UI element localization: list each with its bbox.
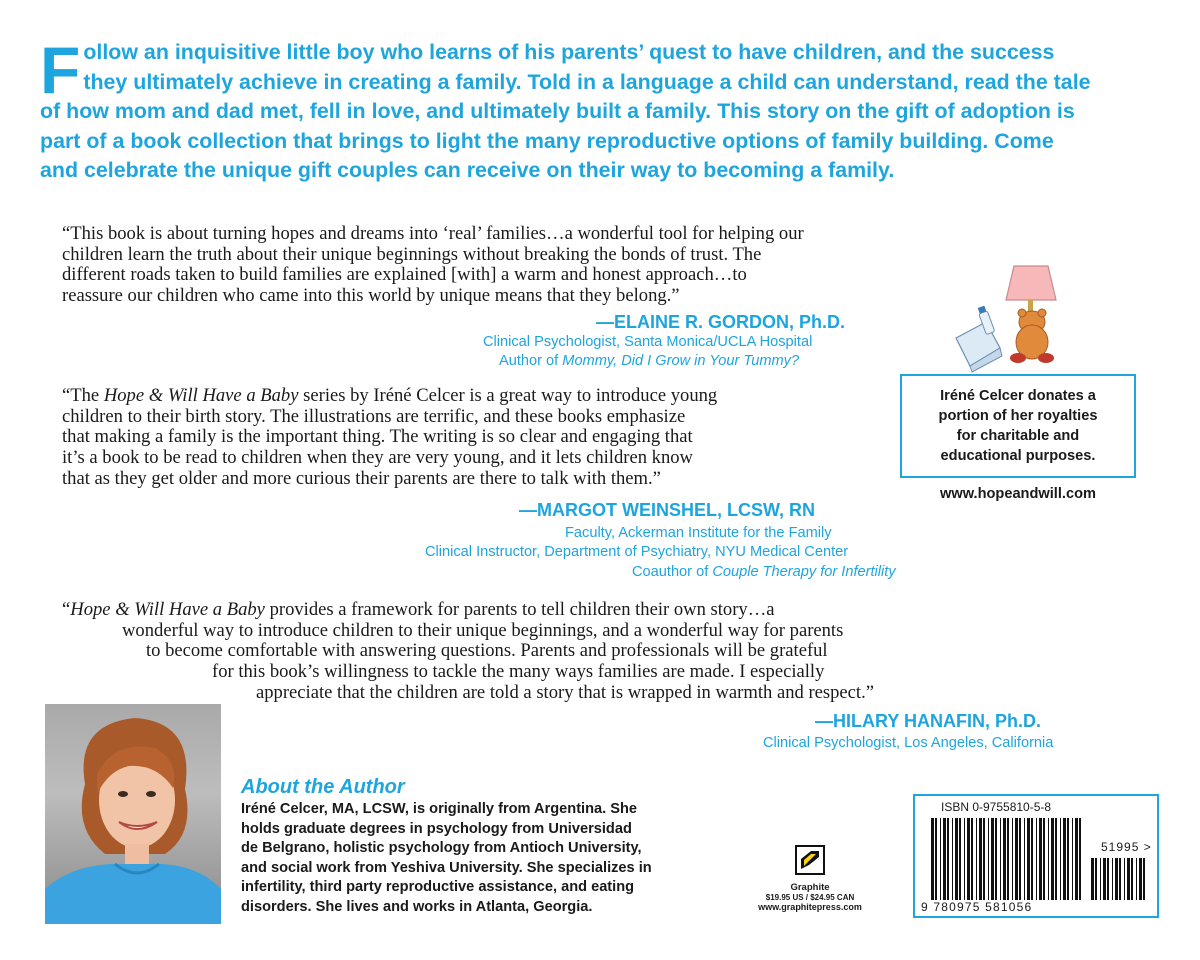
publisher-block — [730, 845, 890, 912]
bio-line: holds graduate degrees in psychology from Universidad — [241, 820, 632, 837]
attribution-title: Clinical Instructor, Department of Psychiatry, NYU Medical Center — [425, 544, 849, 560]
barcode-bar — [1136, 858, 1137, 900]
ean-barcode — [931, 818, 1083, 900]
barcode-bar — [1003, 818, 1006, 900]
quote-line: to become comfortable with answering questions. Parents and professionals will be grateful — [146, 640, 828, 662]
graphite-logo-icon — [795, 845, 825, 875]
blurb-line: they ultimately achieve in creating a family. Told in a language a child can understand, read the tale — [83, 69, 1091, 94]
barcode-bar — [1115, 858, 1118, 900]
barcode-bar — [995, 818, 997, 900]
barcode-bar — [1127, 858, 1130, 900]
barcode-bar — [991, 818, 994, 900]
bio-line: Iréné Celcer, MA, LCSW, is originally from Argentina. She — [241, 801, 638, 817]
barcode-bar — [1012, 818, 1013, 900]
barcode-bar — [1119, 858, 1121, 900]
barcode-bar — [1143, 858, 1145, 900]
quote-line: children learn the truth about their unique beginnings without breaking the bonds of trust. The — [62, 243, 762, 265]
barcode-bar — [1060, 818, 1061, 900]
quote-line: appreciate that the children are told a story that is wrapped in warmth and respect.” — [256, 681, 874, 703]
charity-line: educational purposes. — [940, 448, 1096, 464]
publisher-name: Graphite — [790, 882, 830, 893]
barcode-bar — [1019, 818, 1021, 900]
quote-line: reassure our children who came into this world by unique means that they belong.” — [62, 285, 680, 307]
quote-line: “This book is about turning hopes and dreams into ‘real’ families…a wonderful tool for helping our — [62, 223, 804, 244]
quote-line: different roads taken to build families are explained [with] a warm and honest approach…to — [62, 264, 747, 286]
barcode-bar — [1079, 818, 1081, 900]
attribution-book: Author of Mommy, Did I Grow in Your Tummy? — [499, 353, 800, 369]
barcode-bar — [1112, 858, 1113, 900]
barcode-bar — [1007, 818, 1009, 900]
author-photo — [45, 704, 221, 924]
quote-line: that making a family is the important thing. The writing is so clear and engaging that — [62, 426, 693, 448]
barcode-bar — [1039, 818, 1042, 900]
barcode-bar — [964, 818, 965, 900]
charity-line: Iréné Celcer donates a — [940, 388, 1096, 404]
quote-line: that as they get older and more curious their parents are there to talk with them.” — [62, 467, 661, 489]
back-cover-blurb — [40, 33, 1175, 186]
blurb-line: and celebrate the unique gift couples can receive on their way to becoming a family. — [40, 158, 895, 182]
barcode-bar — [940, 818, 941, 900]
barcode-bar — [1107, 858, 1109, 900]
barcode-bar — [1103, 858, 1106, 900]
barcode-bar — [976, 818, 977, 900]
barcode-bar — [1015, 818, 1018, 900]
barcode-bar — [952, 818, 953, 900]
barcode-bar — [1131, 858, 1133, 900]
charity-notice-box — [900, 374, 1136, 478]
ean-number-text: 9 780975 581056 — [921, 900, 1033, 914]
barcode-bar — [1095, 858, 1097, 900]
barcode-bar — [1043, 818, 1045, 900]
barcode-bar — [1072, 818, 1073, 900]
barcode-bar — [988, 818, 989, 900]
price-text: $19.95 US / $24.95 CAN — [765, 893, 855, 902]
blurb-line: of how mom and dad met, fell in love, and ultimately built a family. This story on the gift of adoption is — [40, 99, 1075, 123]
charity-line: for charitable and — [956, 428, 1080, 444]
blurb-line: part of a book collection that brings to light the many reproductive options of family building. Come — [40, 128, 1054, 153]
quote-line: it’s a book to be read to children when they are very young, and it lets children know — [62, 447, 693, 469]
about-author-bio — [241, 800, 711, 917]
attribution-title: Clinical Psychologist, Los Angeles, California — [763, 735, 1054, 751]
bio-line: infertility, third party reproductive assistance, and eating — [241, 879, 635, 895]
website-link[interactable]: www.hopeandwill.com — [940, 486, 1096, 502]
barcode-bar — [947, 818, 949, 900]
lamp-teddy-illustration — [948, 262, 1074, 374]
isbn-text: ISBN 0-9755810-5-8 — [941, 800, 1052, 814]
barcode-bar — [1067, 818, 1069, 900]
barcode-bar — [1031, 818, 1033, 900]
barcode-bar — [1000, 818, 1001, 900]
bio-line: disorders. She lives and works in Atlanta, Georgia. — [241, 898, 593, 915]
testimonial-gordon — [62, 224, 804, 307]
quote-line: “The Hope & Will Have a Baby series by Iréné Celcer is a great way to introduce young — [62, 385, 718, 406]
blurb-line: ollow an inquisitive little boy who learns of his parents’ quest to have children, and the success — [83, 40, 1055, 64]
quote-line: wonderful way to introduce children to their unique beginnings, and a wonderful way for parents — [122, 619, 844, 641]
testimonial-weinshel — [62, 386, 717, 490]
bio-line: de Belgrano, holistic psychology from Antioch University, — [241, 840, 642, 856]
quote-line: children to their birth story. The illustrations are terrific, and these books emphasize — [62, 405, 686, 427]
about-author-heading: About the Author — [241, 776, 405, 798]
drop-cap: F — [40, 33, 81, 107]
barcode-bar — [1100, 858, 1101, 900]
barcode-box — [913, 794, 1159, 918]
attribution-title: Faculty, Ackerman Institute for the Family — [565, 525, 832, 541]
barcode-bar — [979, 818, 982, 900]
attribution-name: —HILARY HANAFIN, Ph.D. — [815, 711, 1042, 731]
barcode-bar — [931, 818, 934, 900]
attribution-book: Coauthor of Couple Therapy for Infertility — [632, 564, 896, 580]
publisher-url[interactable]: www.graphitepress.com — [758, 902, 862, 912]
bio-line: and social work from Yeshiva University. She specializes in — [241, 859, 652, 876]
barcode-bar — [1124, 858, 1125, 900]
barcode-bar — [955, 818, 958, 900]
author-portrait-image — [45, 704, 221, 924]
barcode-bar — [1027, 818, 1030, 900]
barcode-bar — [1051, 818, 1054, 900]
quote-line: “Hope & Will Have a Baby provides a framework for parents to tell children their own story…a — [62, 599, 775, 620]
barcode-bar — [1091, 858, 1094, 900]
barcode-bar — [1024, 818, 1025, 900]
barcode-bar — [935, 818, 937, 900]
barcode-bar — [1063, 818, 1066, 900]
barcode-bar — [959, 818, 961, 900]
price-code-text: 51995 > — [1101, 840, 1152, 854]
barcode-bar — [1055, 818, 1057, 900]
barcode-bar — [971, 818, 973, 900]
barcode-bar — [967, 818, 970, 900]
attribution-name: —ELAINE R. GORDON, Ph.D. — [596, 312, 846, 332]
barcode-bar — [1048, 818, 1049, 900]
charity-line: portion of her royalties — [938, 408, 1098, 424]
barcode-bar — [943, 818, 946, 900]
barcode-bar — [1036, 818, 1037, 900]
barcode-bar — [983, 818, 985, 900]
price-barcode — [1091, 858, 1149, 900]
testimonial-hanafin — [62, 600, 1162, 704]
attribution-name: —MARGOT WEINSHEL, LCSW, RN — [519, 500, 815, 520]
attribution-title: Clinical Psychologist, Santa Monica/UCLA Hospital — [483, 334, 813, 350]
quote-line: for this book’s willingness to tackle the many ways families are made. I especially — [212, 661, 825, 683]
barcode-bar — [1139, 858, 1142, 900]
barcode-bar — [1075, 818, 1078, 900]
